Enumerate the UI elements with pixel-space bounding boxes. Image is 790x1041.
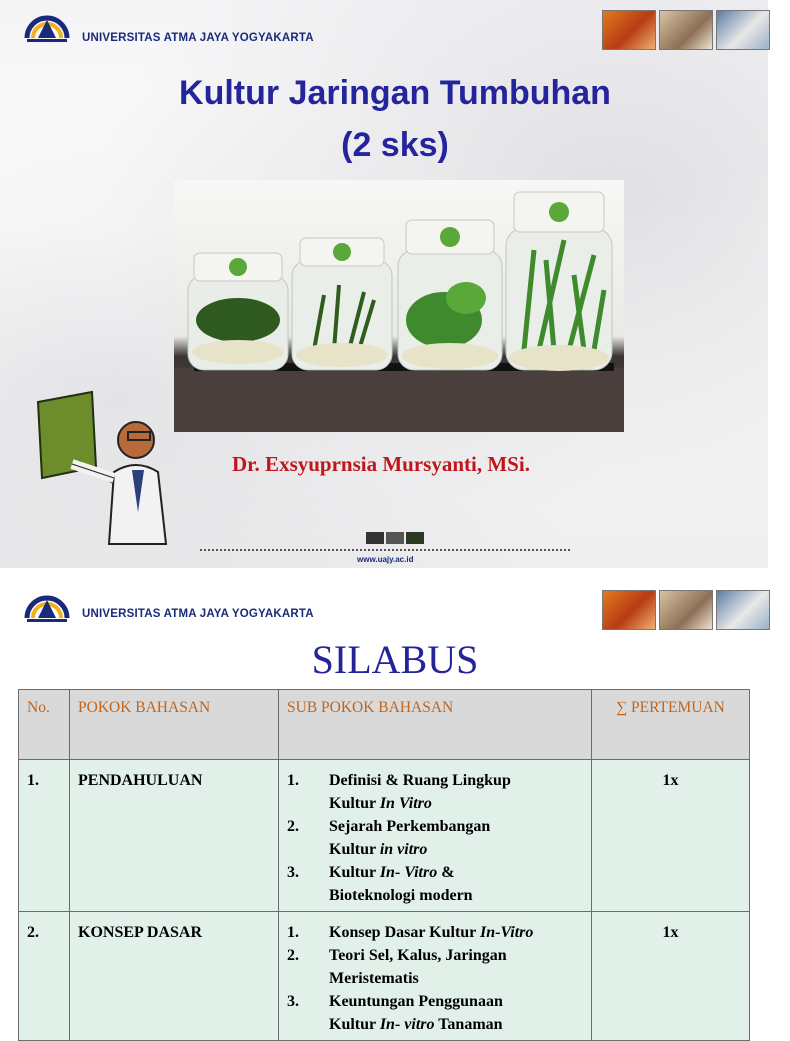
thumbnail-image (602, 10, 656, 50)
topic-name: KONSEP DASAR (70, 912, 279, 1041)
presenter-clipart-icon (34, 392, 184, 547)
university-name: UNIVERSITAS ATMA JAYA YOGYAKARTA (82, 32, 314, 44)
subtopic-list (279, 760, 592, 912)
subtopic-item-cont: Kultur In Vitro (329, 795, 432, 812)
subtopic-item-cont: Kultur In- vitro Tanaman (329, 1016, 503, 1033)
topic-name: PENDAHULUAN (70, 760, 279, 912)
subtopic-item-cont: Bioteknologi modern (329, 887, 473, 904)
row-number: 1. (19, 760, 70, 912)
syllabus-table (18, 689, 750, 1041)
column-header: No. (19, 690, 70, 760)
subtopic-item-cont: Kultur in vitro (329, 841, 428, 858)
subtopic-item: 3. Kultur In- Vitro & (287, 864, 455, 881)
syllabus-title: SILABUS (311, 637, 479, 682)
subtopic-list (279, 912, 592, 1041)
header-thumbnails (602, 10, 770, 50)
meeting-count: 1x (592, 912, 750, 1041)
university-logo-icon (22, 8, 72, 48)
subtopic-item: 1. Konsep Dasar Kultur In-Vitro (287, 924, 534, 941)
footer-mini-images (366, 532, 424, 544)
column-header: ∑ PERTEMUAN (592, 690, 750, 760)
website-link[interactable]: www.uajy.ac.id (357, 555, 414, 564)
thumbnail-image (659, 10, 713, 50)
table-row (19, 760, 750, 912)
footer-divider (200, 549, 570, 551)
table-row (19, 912, 750, 1041)
subtopic-item-cont: Meristematis (329, 970, 419, 987)
thumbnail-image (716, 590, 770, 630)
tissue-culture-photo (174, 180, 624, 432)
table-header-row (19, 690, 750, 760)
thumbnail-image (716, 10, 770, 50)
cover-subtitle: (2 sks) (341, 126, 449, 164)
university-logo-icon (22, 588, 72, 628)
syllabus-slide (0, 578, 768, 1033)
author-name: Dr. Exsyuprnsia Mursyanti, MSi. (232, 452, 530, 476)
row-number: 2. (19, 912, 70, 1041)
university-name: UNIVERSITAS ATMA JAYA YOGYAKARTA (82, 608, 314, 620)
meeting-count: 1x (592, 760, 750, 912)
subtopic-item: 1. Definisi & Ruang Lingkup (287, 772, 511, 789)
column-header: POKOK BAHASAN (70, 690, 279, 760)
header-thumbnails (602, 590, 770, 630)
subtopic-item: 2. Teori Sel, Kalus, Jaringan (287, 947, 507, 964)
subtopic-item: 2. Sejarah Perkembangan (287, 818, 491, 835)
cover-title: Kultur Jaringan Tumbuhan (179, 74, 611, 112)
thumbnail-image (659, 590, 713, 630)
thumbnail-image (602, 590, 656, 630)
column-header: SUB POKOK BAHASAN (279, 690, 592, 760)
subtopic-item: 3. Keuntungan Penggunaan (287, 993, 503, 1010)
